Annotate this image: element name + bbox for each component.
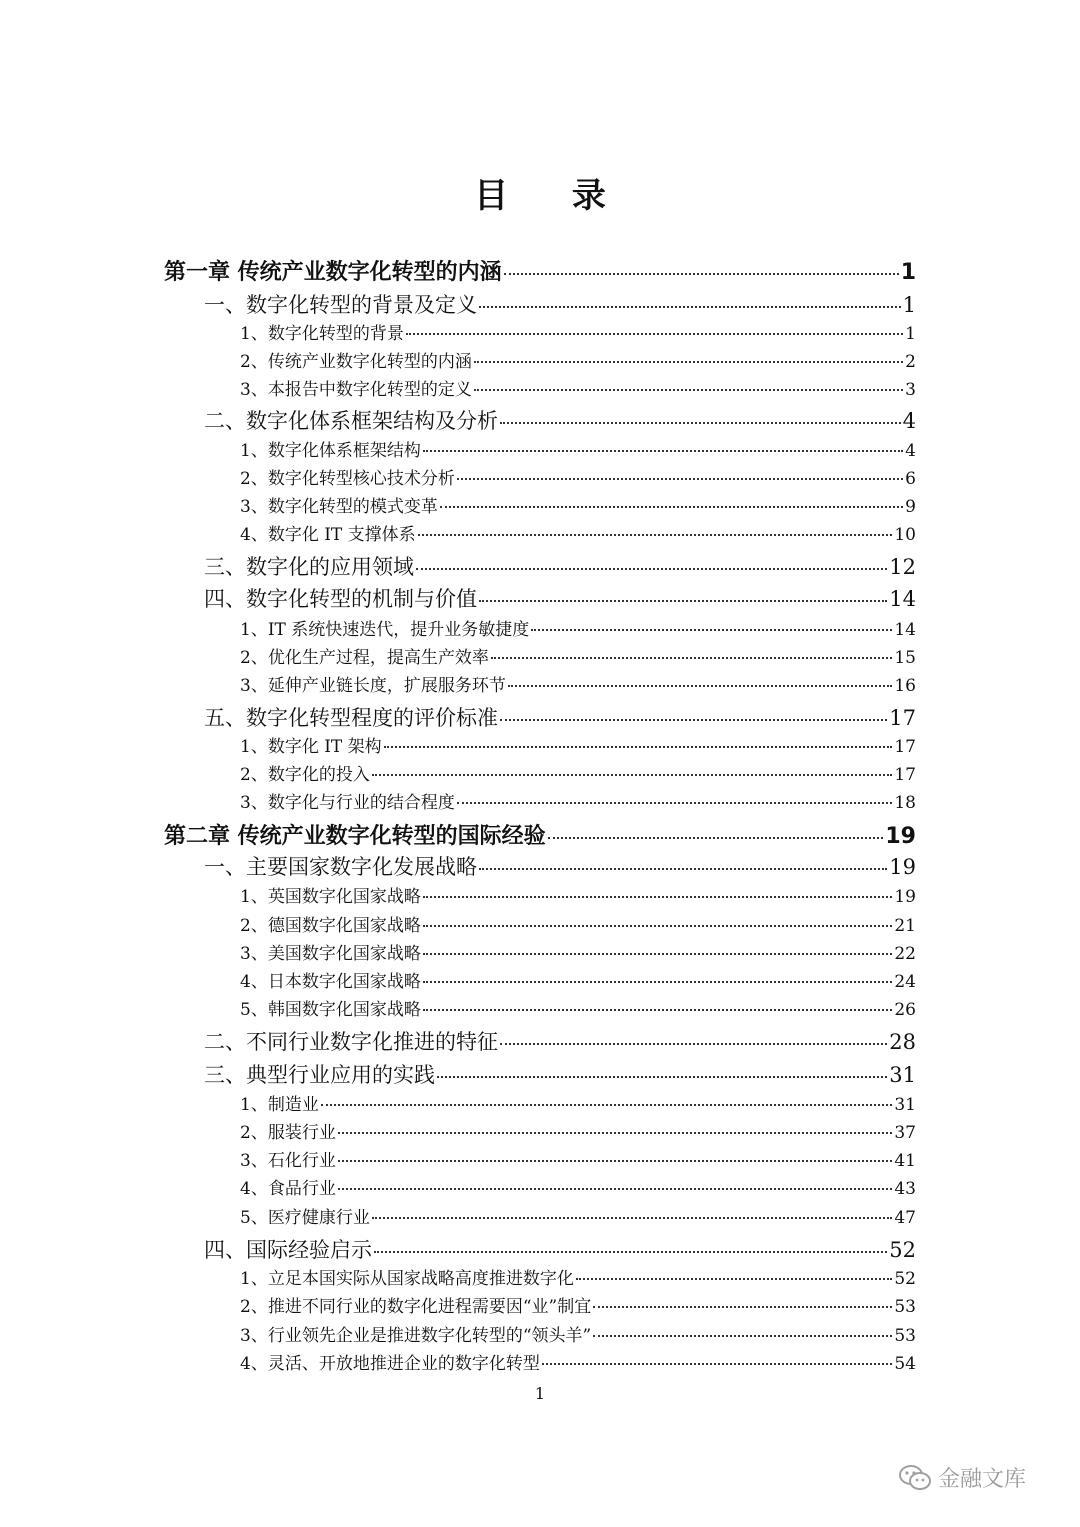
toc-entry-page: 3 <box>905 380 916 400</box>
dot-leader <box>423 953 893 955</box>
toc-entry-page: 1 <box>905 324 916 344</box>
toc-entry-page: 31 <box>889 1063 916 1087</box>
toc-entry <box>204 702 916 732</box>
dot-leader <box>457 478 903 480</box>
toc-entry-label: 1、数字化体系框架结构 <box>240 441 421 461</box>
page-number: 1 <box>534 1384 546 1403</box>
toc-entry-label: 3、美国数字化国家战略 <box>240 944 421 964</box>
toc-entry-label: 1、制造业 <box>240 1095 319 1115</box>
toc-entry-label: 2、传统产业数字化转型的内涵 <box>240 352 472 372</box>
toc-entry-page: 41 <box>894 1151 916 1171</box>
dot-leader <box>338 1132 893 1134</box>
toc-entry-label: 3、数字化转型的模式变革 <box>240 497 438 517</box>
toc-entry <box>240 911 916 936</box>
toc-entry-page: 4 <box>905 441 916 461</box>
toc-entry <box>240 347 916 372</box>
toc-entry <box>240 1090 916 1115</box>
toc-entry-page: 53 <box>894 1326 916 1346</box>
dot-leader <box>374 1251 887 1253</box>
toc-entry <box>240 1118 916 1143</box>
dot-leader <box>423 981 893 983</box>
toc-entry <box>240 643 916 668</box>
toc-entry <box>204 1059 916 1089</box>
dot-leader <box>418 534 893 536</box>
dot-leader <box>500 1043 887 1045</box>
toc-entry-page: 21 <box>894 916 916 936</box>
toc-entry <box>240 995 916 1020</box>
toc-entry-page: 17 <box>889 706 916 730</box>
toc-entry-label: 三、数字化的应用领域 <box>204 555 414 579</box>
dot-leader <box>321 1104 893 1106</box>
toc-entry-page: 19 <box>894 887 916 907</box>
toc-entry <box>240 1264 916 1289</box>
dot-leader <box>423 1009 893 1011</box>
toc-entry-page: 1 <box>902 293 916 317</box>
toc-entry-page: 16 <box>894 676 916 696</box>
dot-leader <box>440 506 903 508</box>
toc-entry <box>240 1174 916 1199</box>
toc-entry-label: 1、数字化 IT 架构 <box>240 737 382 757</box>
toc-entry <box>240 967 916 992</box>
toc-entry-page: 19 <box>889 855 916 879</box>
dot-leader <box>479 868 887 870</box>
dot-leader <box>593 1306 892 1308</box>
dot-leader <box>593 1335 892 1337</box>
toc-entry-page: 18 <box>894 793 916 813</box>
toc-entry <box>240 520 916 545</box>
toc-entry-label: 一、数字化转型的背景及定义 <box>204 293 477 317</box>
toc-entry <box>240 1203 916 1228</box>
toc-entry <box>240 788 916 813</box>
toc-entry-page: 31 <box>894 1095 916 1115</box>
toc-entry-label: 第二章 传统产业数字化转型的国际经验 <box>164 824 546 849</box>
dot-leader <box>372 1217 893 1219</box>
dot-leader <box>479 306 901 308</box>
dot-leader <box>548 837 884 839</box>
dot-leader <box>338 1160 893 1162</box>
toc-entry-label: 二、不同行业数字化推进的特征 <box>204 1030 498 1054</box>
toc-entry <box>240 760 916 785</box>
toc-entry-page: 1 <box>900 260 916 285</box>
toc-entry-page: 14 <box>894 620 916 640</box>
dot-leader <box>406 333 903 335</box>
toc-entry-label: 2、推进不同行业的数字化进程需要因“业”制宜 <box>240 1297 592 1317</box>
toc-entry-label: 一、主要国家数字化发展战略 <box>204 855 477 879</box>
toc-entry <box>204 583 916 613</box>
toc-entry-page: 52 <box>889 1238 916 1262</box>
toc-entry <box>240 319 916 344</box>
toc-entry-label: 4、数字化 IT 支撑体系 <box>240 525 416 545</box>
toc-entry-page: 6 <box>905 469 916 489</box>
toc-entry-label: 第一章 传统产业数字化转型的内涵 <box>164 260 502 285</box>
toc-entry-page: 2 <box>905 352 916 372</box>
dot-leader <box>437 1076 887 1078</box>
toc-entry <box>240 375 916 400</box>
toc-entry-page: 4 <box>902 409 916 433</box>
toc-entry-page: 52 <box>894 1269 916 1289</box>
dot-leader <box>531 629 892 631</box>
toc-entry-page: 12 <box>889 555 916 579</box>
watermark-text: 金融文库 <box>938 1467 1027 1492</box>
toc-entry <box>240 615 916 640</box>
toc-entry-page: 26 <box>894 1000 916 1020</box>
toc-entry-page: 17 <box>894 737 916 757</box>
toc-entry-label: 1、数字化转型的背景 <box>240 324 404 344</box>
toc-entry-page: 15 <box>894 648 916 668</box>
toc-entry <box>240 436 916 461</box>
toc-entry <box>164 819 916 850</box>
toc-entry-page: 9 <box>905 497 916 517</box>
dot-leader <box>384 746 893 748</box>
toc-entry-label: 2、服装行业 <box>240 1123 336 1143</box>
dot-leader <box>423 450 903 452</box>
toc-entry <box>204 551 916 581</box>
toc-entry-page: 43 <box>894 1179 916 1199</box>
toc-entry-label: 1、英国数字化国家战略 <box>240 887 421 907</box>
toc-entry-label: 4、日本数字化国家战略 <box>240 972 421 992</box>
toc-entry-label: 2、优化生产过程，提高生产效率 <box>240 648 489 668</box>
dot-leader <box>576 1278 893 1280</box>
toc-entry <box>240 1349 916 1374</box>
wechat-icon <box>898 1463 932 1493</box>
toc-entry-page: 19 <box>885 824 916 849</box>
toc-entry-label: 3、行业领先企业是推进数字化转型的“领头羊” <box>240 1326 592 1346</box>
dot-leader <box>423 896 893 898</box>
toc-entry-label: 3、数字化与行业的结合程度 <box>240 793 455 813</box>
toc-entry-page: 37 <box>894 1123 916 1143</box>
toc-entry <box>240 939 916 964</box>
toc-entry <box>240 732 916 757</box>
toc-entry-label: 5、医疗健康行业 <box>240 1208 370 1228</box>
dot-leader <box>500 719 887 721</box>
toc-entry-page: 24 <box>894 972 916 992</box>
toc-entry <box>204 1026 916 1056</box>
dot-leader <box>416 568 887 570</box>
toc-entry <box>204 851 916 881</box>
toc-entry <box>204 405 916 435</box>
toc-entry-label: 五、数字化转型程度的评价标准 <box>204 706 498 730</box>
dot-leader <box>542 1363 893 1365</box>
toc-entry <box>204 289 916 319</box>
dot-leader <box>338 1188 893 1190</box>
toc-entry-label: 1、立足本国实际从国家战略高度推进数字化 <box>240 1269 574 1289</box>
toc-entry <box>240 1146 916 1171</box>
toc-entry-page: 17 <box>894 765 916 785</box>
toc-entry <box>164 255 916 286</box>
toc-entry-label: 2、数字化的投入 <box>240 765 370 785</box>
dot-leader <box>423 925 893 927</box>
toc-entry-label: 3、石化行业 <box>240 1151 336 1171</box>
toc-entry-page: 22 <box>894 944 916 964</box>
toc-entry-page: 53 <box>894 1297 916 1317</box>
dot-leader <box>474 389 903 391</box>
toc-entry-label: 2、数字化转型核心技术分析 <box>240 469 455 489</box>
toc-entry-label: 2、德国数字化国家战略 <box>240 916 421 936</box>
toc-entry-label: 四、数字化转型的机制与价值 <box>204 587 477 611</box>
toc-entry-label: 1、IT 系统快速迭代，提升业务敏捷度 <box>240 620 530 640</box>
toc-entry <box>240 464 916 489</box>
watermark <box>898 1462 1026 1493</box>
toc-entry-page: 54 <box>894 1354 916 1374</box>
toc-title: 目 录 <box>474 176 632 216</box>
dot-leader <box>491 657 893 659</box>
toc-entry <box>204 1234 916 1264</box>
toc-entry-label: 4、灵活、开放地推进企业的数字化转型 <box>240 1354 540 1374</box>
dot-leader <box>504 273 899 275</box>
toc-entry-page: 10 <box>894 525 916 545</box>
dot-leader <box>479 600 887 602</box>
toc-entry-label: 3、本报告中数字化转型的定义 <box>240 380 472 400</box>
toc-entry-label: 5、韩国数字化国家战略 <box>240 1000 421 1020</box>
toc-entry <box>240 671 916 696</box>
toc-entry <box>240 1292 916 1317</box>
toc-entry-page: 28 <box>889 1030 916 1054</box>
toc-entry-label: 三、典型行业应用的实践 <box>204 1063 435 1087</box>
toc-entry <box>240 882 916 907</box>
toc-entry-page: 14 <box>889 587 916 611</box>
toc-entry-page: 47 <box>894 1208 916 1228</box>
toc-entry-label: 4、食品行业 <box>240 1179 336 1199</box>
dot-leader <box>474 361 903 363</box>
toc-entry-label: 二、数字化体系框架结构及分析 <box>204 409 498 433</box>
toc-entry-label: 四、国际经验启示 <box>204 1238 372 1262</box>
dot-leader <box>508 685 893 687</box>
dot-leader <box>457 802 893 804</box>
toc-entry <box>240 492 916 517</box>
toc-entry <box>240 1321 916 1346</box>
dot-leader <box>372 774 893 776</box>
dot-leader <box>500 422 901 424</box>
toc-entry-label: 3、延伸产业链长度，扩展服务环节 <box>240 676 506 696</box>
